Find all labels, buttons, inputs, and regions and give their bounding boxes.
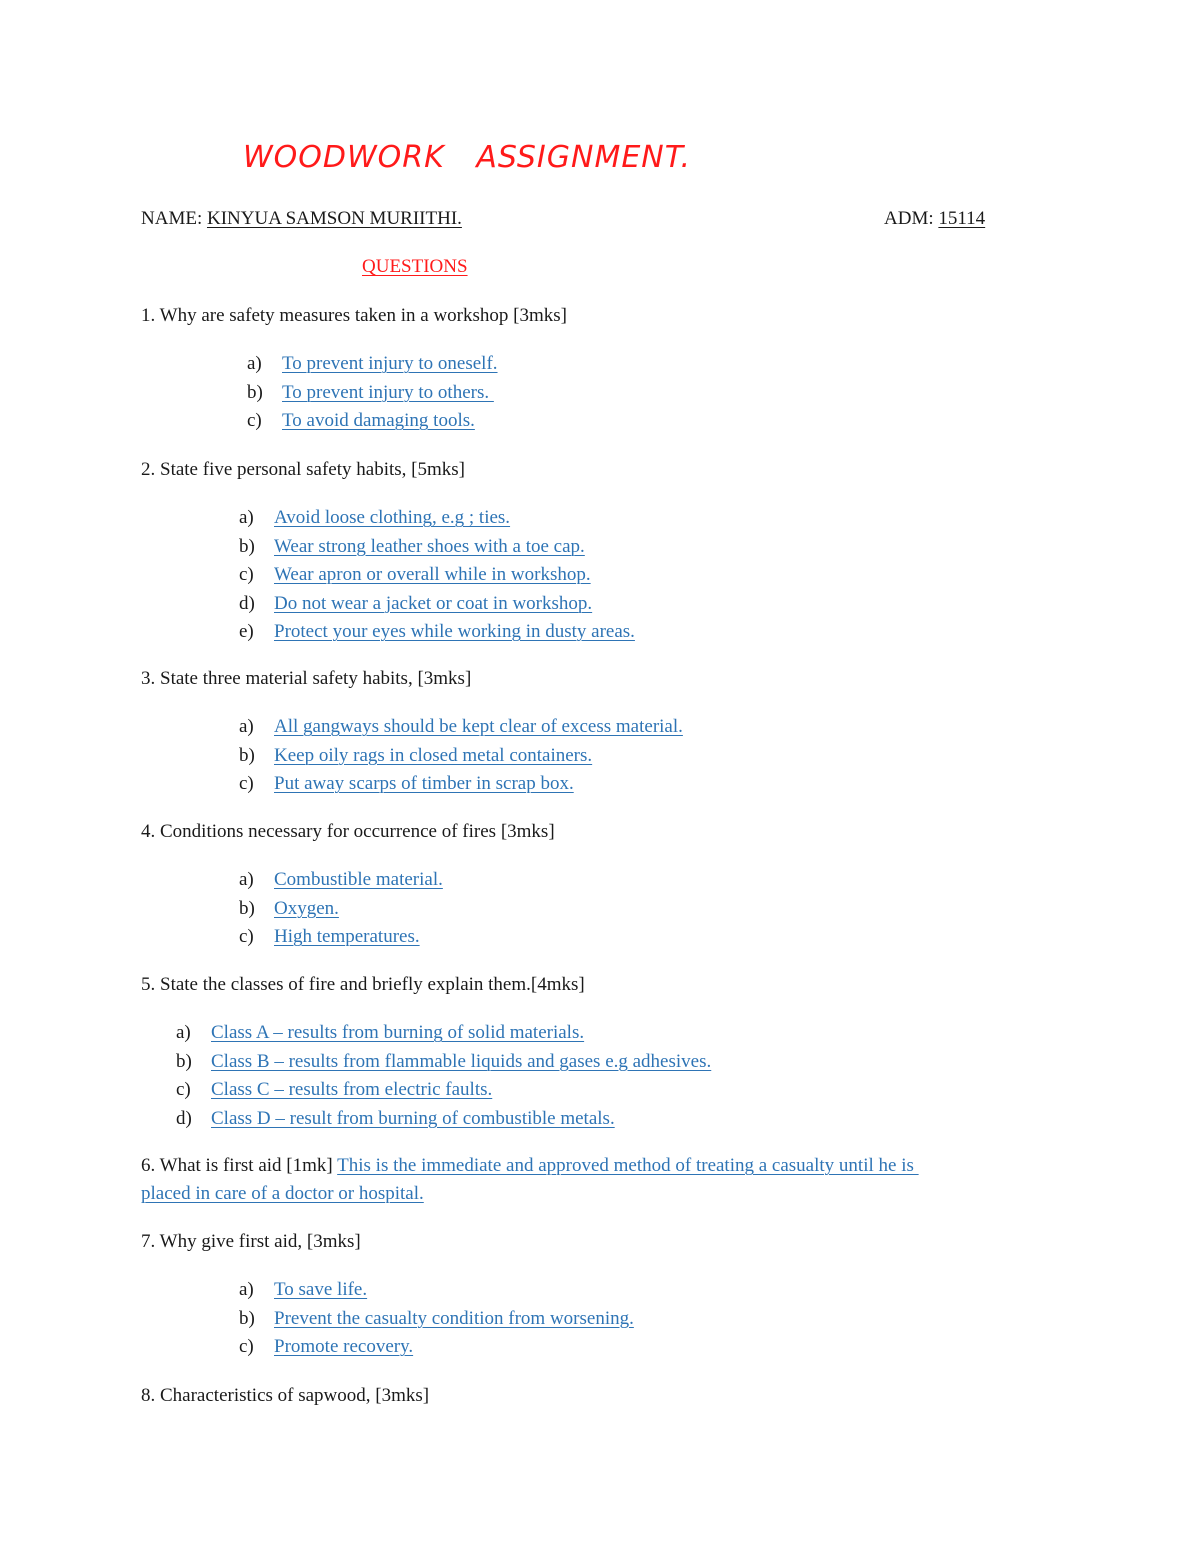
item-label: b) xyxy=(247,381,263,403)
answer-text: Keep oily rags in closed metal containers. xyxy=(274,744,593,766)
answer-text: Put away scarps of timber in scrap box. xyxy=(274,773,574,794)
answer-text: Prevent the casualty condition from worsening. xyxy=(274,1307,634,1329)
answer-text: Avoid loose clothing, e.g ; ties. xyxy=(274,507,511,528)
item-label: a) xyxy=(176,1022,191,1043)
item-label: c) xyxy=(239,564,254,585)
answer-text: Combustible material. xyxy=(274,869,443,890)
question-1: 1. Why are safety measures taken in a workshop [3mks] xyxy=(141,305,567,326)
item-label: a) xyxy=(239,716,254,737)
answer-text: Wear strong leather shoes with a toe cap. xyxy=(274,535,585,557)
item-label: e) xyxy=(239,621,254,642)
item-label: b) xyxy=(239,1307,255,1329)
questions-heading: QUESTIONS xyxy=(362,256,468,277)
item-label: c) xyxy=(176,1079,191,1100)
answer-text: All gangways should be kept clear of excess material. xyxy=(274,716,683,737)
item-label: d) xyxy=(176,1107,192,1129)
question-5: 5. State the classes of fire and briefly explain them.[4mks] xyxy=(141,974,585,995)
answer-text: Oxygen. xyxy=(274,897,339,919)
answer-text: Protect your eyes while working in dusty areas. xyxy=(274,621,635,642)
item-label: a) xyxy=(239,507,254,528)
answer-text: To save life. xyxy=(274,1279,368,1300)
item-label: c) xyxy=(247,410,262,431)
item-label: b) xyxy=(239,535,255,557)
question-6-answer-line-2: placed in care of a doctor or hospital. xyxy=(141,1183,424,1204)
question-4: 4. Conditions necessary for occurrence of fires [3mks] xyxy=(141,821,555,842)
question-6-answer-line-1: This is the immediate and approved method of treating a casualty until he is xyxy=(337,1155,919,1176)
adm-line xyxy=(884,207,985,231)
question-2: 2. State five personal safety habits, [5mks] xyxy=(141,459,465,480)
question-3: 3. State three material safety habits, [3mks] xyxy=(141,668,472,689)
item-label: c) xyxy=(239,1336,254,1357)
answer-text: To prevent injury to oneself. xyxy=(282,353,498,374)
answer-text: Do not wear a jacket or coat in workshop. xyxy=(274,592,593,614)
student-name: KINYUA SAMSON MURIITHI. xyxy=(206,208,462,229)
item-label: a) xyxy=(247,353,262,374)
item-label: c) xyxy=(239,773,254,794)
adm-label: ADM: xyxy=(884,208,934,229)
answer-text: Class B – results from flammable liquids and gases e.g adhesives. xyxy=(211,1050,712,1072)
item-label: b) xyxy=(239,897,255,919)
name-line xyxy=(141,207,462,231)
question-6 xyxy=(141,1154,919,1178)
item-label: a) xyxy=(239,869,254,890)
question-8: 8. Characteristics of sapwood, [3mks] xyxy=(141,1385,430,1406)
item-label: b) xyxy=(176,1050,192,1072)
question-7: 7. Why give first aid, [3mks] xyxy=(141,1231,361,1252)
answer-text: To avoid damaging tools. xyxy=(282,410,475,431)
item-label: a) xyxy=(239,1279,254,1300)
answer-text: Wear apron or overall while in workshop. xyxy=(274,564,591,585)
adm-number: 15114 xyxy=(938,208,986,229)
item-label: c) xyxy=(239,926,254,947)
answer-text: To prevent injury to others. xyxy=(282,381,494,403)
answer-text: High temperatures. xyxy=(274,926,420,947)
answer-text: Class C – results from electric faults. xyxy=(211,1079,493,1100)
answer-text: Class A – results from burning of solid materials. xyxy=(211,1022,585,1043)
item-label: b) xyxy=(239,744,255,766)
item-label: d) xyxy=(239,592,255,614)
answer-text: Class D – result from burning of combustible metals. xyxy=(211,1107,615,1129)
name-label: NAME: xyxy=(141,208,203,229)
question-6-text: 6. What is first aid [1mk] xyxy=(141,1155,333,1176)
answer-text: Promote recovery. xyxy=(274,1336,414,1357)
document-title: WOODWORK ASSIGNMENT. xyxy=(243,140,692,175)
